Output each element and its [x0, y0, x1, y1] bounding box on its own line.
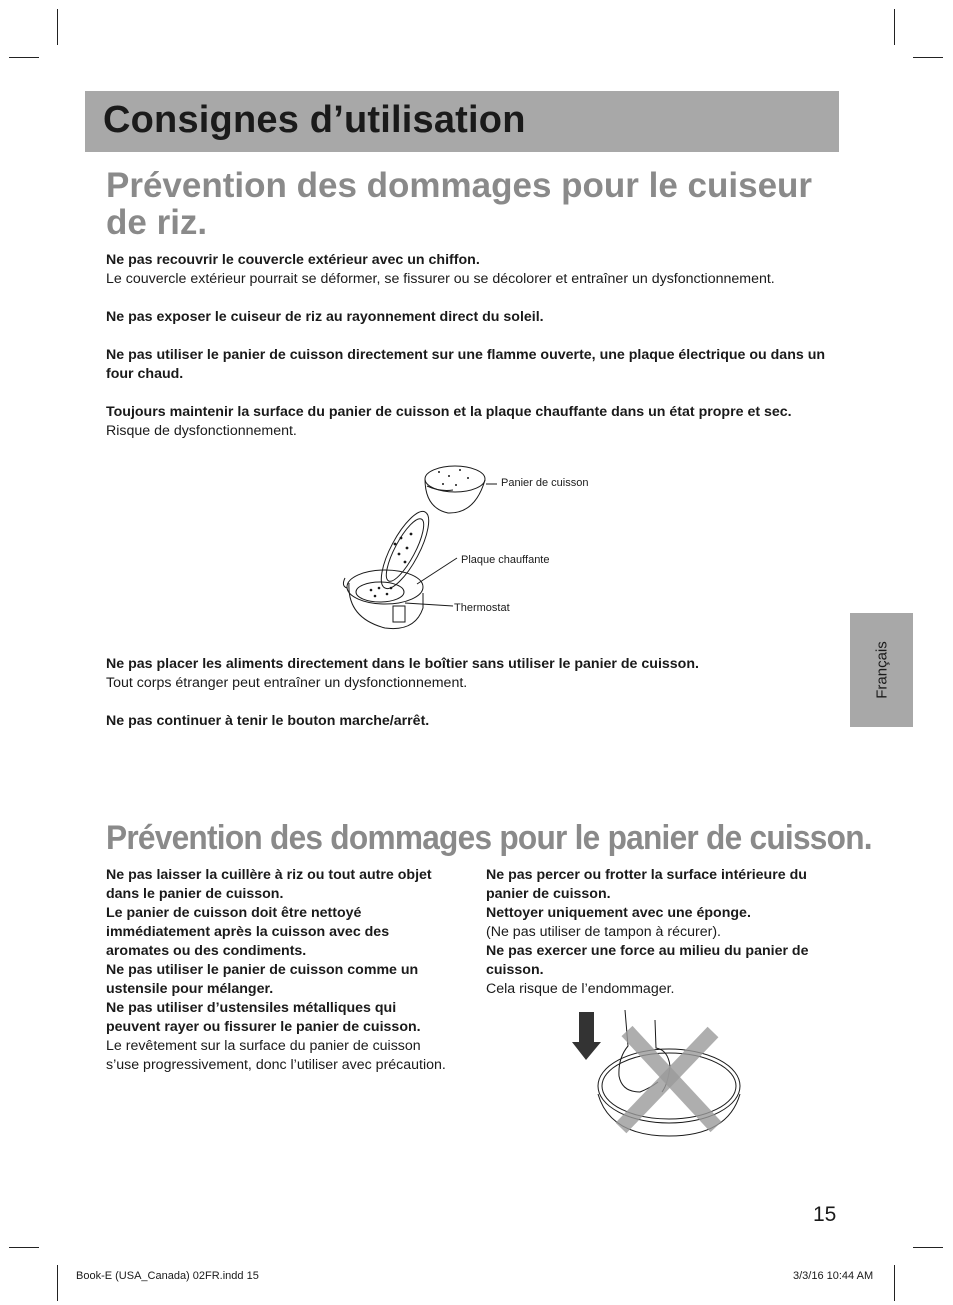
- header-band: [85, 91, 839, 152]
- crop-mark: [894, 9, 895, 45]
- pan-pressing-diagram: [570, 1008, 750, 1148]
- instruction-line: Le revêtement sur la surface du panier de cuisson s’use progressivement, donc l’utiliser avec précaution.: [106, 1038, 446, 1073]
- crop-mark: [57, 1265, 58, 1301]
- warning-open-flame: [106, 346, 831, 384]
- language-tab-label: Français: [873, 641, 890, 699]
- pan-instructions-right: [486, 866, 841, 999]
- warning-text: Risque de dysfonctionnement.: [106, 423, 297, 439]
- warning-heading: Toujours maintenir la surface du panier de cuisson et la plaque chauffante dans un état propre et sec.: [106, 404, 792, 420]
- warning-food-direct: [106, 655, 846, 693]
- warning-clean-dry: [106, 403, 851, 441]
- label-thermostat: Thermostat: [454, 602, 510, 614]
- instruction-line: (Ne pas utiliser de tampon à récurer).: [486, 924, 721, 940]
- instruction-line: Le panier de cuisson doit être nettoyé immédiatement après la cuisson avec des aromates ou des condiments.: [106, 905, 390, 959]
- pan-instructions-left: [106, 866, 446, 1075]
- instruction-line: Ne pas laisser la cuillère à riz ou tout autre objet dans le panier de cuisson.: [106, 867, 432, 902]
- warning-on-off-button: [106, 712, 846, 731]
- section-title-rice-cooker: Prévention des dommages pour le cuiseur de riz.: [106, 166, 813, 242]
- crop-mark: [57, 9, 58, 45]
- label-panier-de-cuisson: Panier de cuisson: [501, 477, 589, 489]
- instruction-line: Ne pas utiliser le panier de cuisson comme un ustensile pour mélanger.: [106, 962, 419, 997]
- page-title: Consignes d’utilisation: [103, 99, 526, 141]
- footer-timestamp: 3/3/16 10:44 AM: [793, 1270, 874, 1282]
- rice-cooker-diagram: [335, 458, 625, 638]
- page-number: 15: [813, 1203, 837, 1226]
- instruction-line: Ne pas percer ou frotter la surface intérieure du panier de cuisson.: [486, 867, 807, 902]
- warning-heading: Ne pas recouvrir le couvercle extérieur avec un chiffon.: [106, 252, 480, 268]
- warning-cover-cloth: [106, 251, 846, 289]
- warning-sunlight: [106, 308, 846, 327]
- instruction-line: Nettoyer uniquement avec une éponge.: [486, 905, 751, 921]
- instruction-line: Ne pas utiliser d’ustensiles métalliques qui peuvent rayer ou fissurer le panier de cuisson.: [106, 1000, 421, 1035]
- warning-text: Le couvercle extérieur pourrait se déformer, se fissurer ou se décolorer et entraîner un dysfonctionnement.: [106, 271, 775, 287]
- label-plaque-chauffante: Plaque chauffante: [461, 554, 550, 566]
- crop-mark: [913, 57, 943, 58]
- crop-mark: [9, 57, 39, 58]
- crop-mark: [9, 1247, 39, 1248]
- footer-filename: Book-E (USA_Canada) 02FR.indd 15: [76, 1270, 259, 1282]
- instruction-line: Cela risque de l’endommager.: [486, 981, 675, 997]
- warning-heading: Ne pas continuer à tenir le bouton marche/arrêt.: [106, 713, 430, 729]
- warning-text: Tout corps étranger peut entraîner un dysfonctionnement.: [106, 675, 468, 691]
- crop-mark: [894, 1265, 895, 1301]
- pan-pressing-illustration: [570, 1008, 750, 1148]
- warning-heading: Ne pas placer les aliments directement dans le boîtier sans utiliser le panier de cuisson.: [106, 656, 699, 672]
- language-tab: [850, 613, 913, 727]
- warning-heading: Ne pas utiliser le panier de cuisson directement sur une flamme ouverte, une plaque électrique ou dans un four chaud.: [106, 347, 826, 382]
- warning-heading: Ne pas exposer le cuiseur de riz au rayonnement direct du soleil.: [106, 309, 544, 325]
- crop-mark: [913, 1247, 943, 1248]
- section-title-cooking-pan: Prévention des dommages pour le panier de cuisson.: [106, 819, 872, 857]
- instruction-line: Ne pas exercer une force au milieu du panier de cuisson.: [486, 943, 809, 978]
